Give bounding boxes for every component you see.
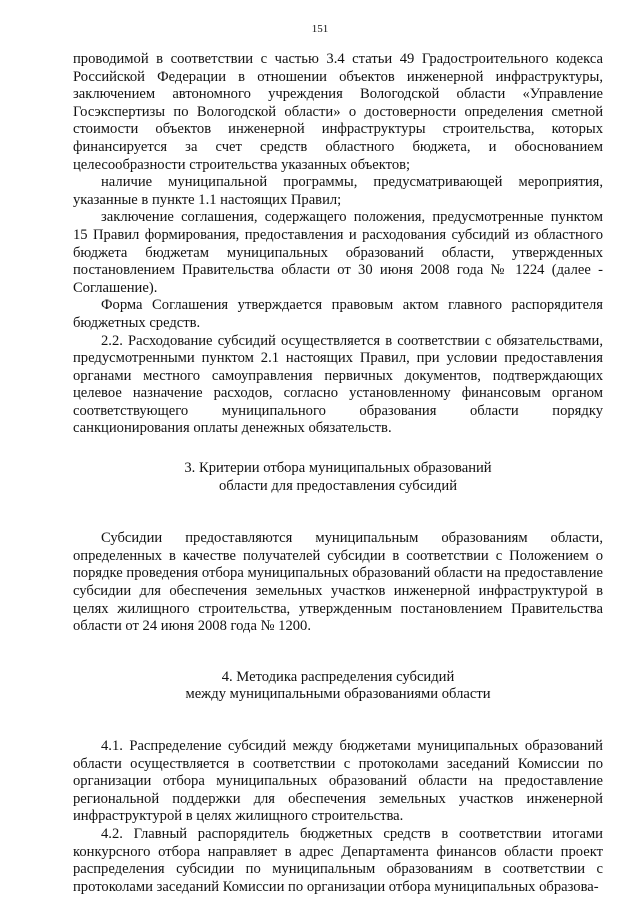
paragraph-section-3: Субсидии предоставляются муниципальным образованиям области, определенных в качестве получателей субсидии в соответствии с Положением о порядке проведения отбора муниципальных образований области на предоставление субсидии для обеспечения земельных участков инженерной инфраструктурой в целях жилищного строительства, утвержденным постановлением Правительства области от 24 июня 2008 года № 1200. [73,530,603,635]
paragraph-2-2: 2.2. Расходование субсидий осуществляется в соответствии с обязательствами, предусмотренными пунктом 2.1 настоящих Правил, при условии предоставления органами местного самоуправления первичных документов, подтверждающих целевое назначение расходов, согласно установленному финансовым органом соответствующего муниципального образования области порядку санкционирования оплаты денежных обязательств. [73,332,603,437]
paragraph-4-1: 4.1. Распределение субсидий между бюджетами муниципальных образований области осуществляется в соответствии с протоколами заседаний Комиссии по организации отбора муниципальных образований области на предоставление региональной поддержки для обеспечения земельных участков инженерной инфраструктурой в целях жилищного строительства. [73,738,603,825]
document-body [73,51,603,896]
paragraph-agreement: заключение соглашения, содержащего положения, предусмотренные пунктом 15 Правил формирования, предоставления и расходования субсидий из областного бюджета бюджетам муниципальных образований области, утвержденных постановлением Правительства области от 30 июня 2008 года № 1224 (далее - Соглашение). [73,209,603,296]
paragraph-continuation: проводимой в соответствии с частью 3.4 статьи 49 Градостроительного кодекса Российской Федерации в отношении объектов инженерной инфраструктуры, заключением автономного учреждения Вологодской области «Управление Госэкспертизы по Вологодской области» о достоверности определения сметной стоимости объектов инженерной инфраструктуры строительства, которых финансируется за счет средств областного бюджета, и обоснованием целесообразности строительства указанных объектов; [73,51,603,173]
paragraph-agreement-form: Форма Соглашения утверждается правовым актом главного распорядителя бюджетных средств. [73,297,603,331]
paragraph-4-2: 4.2. Главный распорядитель бюджетных средств в соответствии итогами конкурсного отбора направляет в адрес Департамента финансов области проект распределения субсидии по муниципальным образованиям в соответствии с протоколами заседаний Комиссии по организации отбора муниципальных образова- [73,825,603,895]
section-4-title-line-1: 4. Методика распределения субсидий [221,668,455,685]
section-3-title-line-2: области для предоставления субсидий [218,477,458,494]
paragraph-municipal-program: наличие муниципальной программы, предусматривающей мероприятия, указанные в пункте 1.1 настоящих Правил; [73,174,603,208]
section-4-title-line-2: между муниципальными образованиями области [185,686,491,703]
section-3-title-line-1: 3. Критерии отбора муниципальных образований [184,460,492,477]
page-number: 151 [311,23,329,35]
